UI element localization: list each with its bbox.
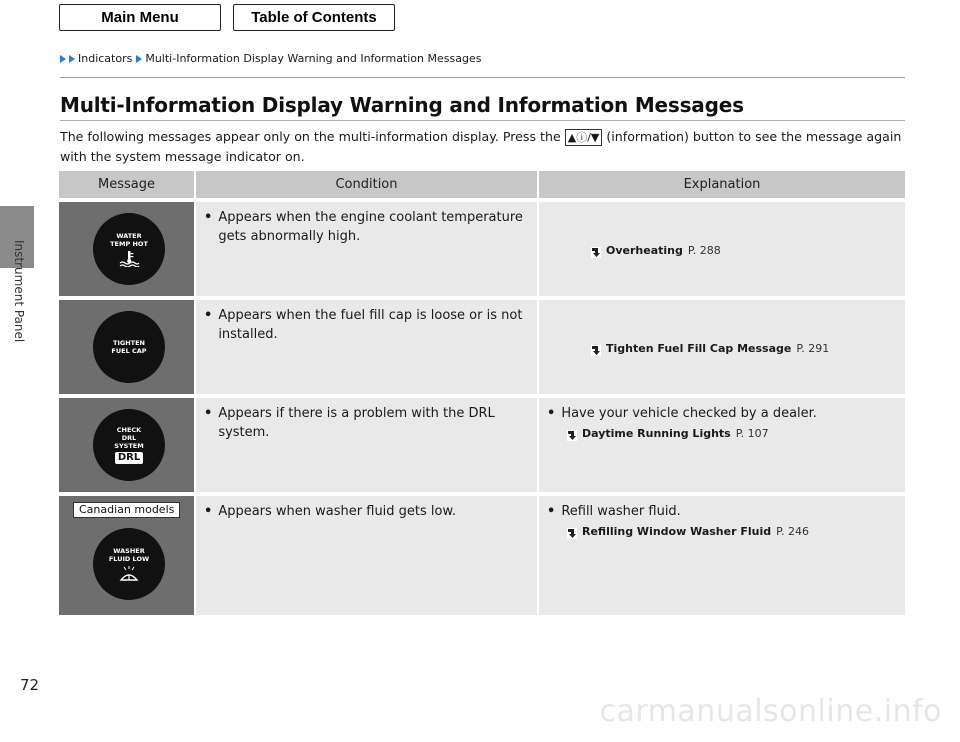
condition-text: Appears when the engine coolant temperature gets abnormally high. xyxy=(218,210,523,244)
breadcrumb-link-indicators[interactable]: Indicators xyxy=(78,52,133,65)
explanation-cell xyxy=(539,398,905,492)
display-message-text: TIGHTEN FUEL CAP xyxy=(111,339,147,355)
explanation-text: Have your vehicle checked by a dealer. xyxy=(561,406,817,421)
breadcrumb xyxy=(60,52,481,65)
reference-arrow-icon xyxy=(591,343,601,354)
condition-cell xyxy=(196,202,539,296)
reference-arrow-icon xyxy=(567,428,577,439)
intro-text-before: The following messages appear only on the multi-information display. Press the xyxy=(60,129,561,144)
table-row xyxy=(59,202,905,296)
reference-label: Daytime Running Lights xyxy=(582,427,731,440)
header-divider xyxy=(60,77,905,78)
coolant-temperature-icon xyxy=(118,251,140,267)
bullet-icon: • xyxy=(547,504,556,519)
intro-paragraph xyxy=(60,127,910,167)
breadcrumb-arrow-icon xyxy=(60,55,66,63)
message-image-cell xyxy=(59,398,196,492)
condition-cell xyxy=(196,398,539,492)
breadcrumb-arrow-icon xyxy=(136,55,142,63)
reference-label: Overheating xyxy=(606,244,683,257)
reference-page: P. 107 xyxy=(735,427,769,440)
bullet-icon: • xyxy=(204,406,213,421)
reference-page: P. 291 xyxy=(796,342,830,355)
header-message: Message xyxy=(59,171,196,198)
display-message-screen xyxy=(93,311,165,383)
page-reference[interactable] xyxy=(567,522,895,541)
message-table xyxy=(59,167,905,619)
title-divider xyxy=(60,120,905,121)
page-title: Multi-Information Display Warning and Information Messages xyxy=(60,93,744,117)
drl-indicator-icon: DRL xyxy=(115,452,143,464)
page-reference[interactable] xyxy=(567,424,895,443)
table-header-row xyxy=(59,171,905,198)
explanation-text: Refill washer fluid. xyxy=(561,504,681,519)
message-image-cell xyxy=(59,300,196,394)
breadcrumb-arrow-icon xyxy=(69,55,75,63)
condition-text: Appears when the fuel fill cap is loose or is not installed. xyxy=(218,308,523,342)
information-button-icon: ▲ⓘ/▼ xyxy=(565,129,603,146)
explanation-cell xyxy=(539,300,905,394)
display-message-text: WATER TEMP HOT xyxy=(110,231,148,248)
table-row xyxy=(59,398,905,492)
display-message-screen xyxy=(93,528,165,600)
bullet-icon: • xyxy=(204,308,213,323)
condition-text: Appears when washer fluid gets low. xyxy=(218,504,457,519)
table-row xyxy=(59,496,905,615)
explanation-cell xyxy=(539,202,905,296)
intro-text-after: (information) button to see the message again with the system message indicator on. xyxy=(60,129,902,164)
message-image-cell xyxy=(59,496,196,615)
condition-text: Appears if there is a problem with the DRL system. xyxy=(218,406,495,440)
table-row xyxy=(59,300,905,394)
condition-cell xyxy=(196,300,539,394)
condition-cell xyxy=(196,496,539,615)
page-number: 72 xyxy=(20,676,40,694)
display-message-screen xyxy=(93,213,165,285)
reference-label: Refilling Window Washer Fluid xyxy=(582,525,772,538)
reference-arrow-icon xyxy=(567,526,577,537)
bullet-icon: • xyxy=(204,504,213,519)
breadcrumb-current: Multi-Information Display Warning and Information Messages xyxy=(145,52,482,65)
explanation-cell xyxy=(539,496,905,615)
reference-label: Tighten Fuel Fill Cap Message xyxy=(606,342,792,355)
washer-fluid-icon xyxy=(118,566,140,582)
reference-page: P. 246 xyxy=(776,525,810,538)
page-reference[interactable] xyxy=(591,241,895,260)
section-label: Instrument Panel xyxy=(12,240,26,343)
watermark: carmanualsonline.info xyxy=(599,694,942,729)
bullet-icon: • xyxy=(547,406,556,421)
main-menu-button[interactable]: Main Menu xyxy=(59,4,221,31)
display-message-screen xyxy=(93,409,165,481)
header-explanation: Explanation xyxy=(539,171,905,198)
bullet-icon: • xyxy=(204,210,213,225)
message-image-cell xyxy=(59,202,196,296)
page-reference[interactable] xyxy=(591,339,895,358)
table-of-contents-button[interactable]: Table of Contents xyxy=(233,4,395,31)
model-tag: Canadian models xyxy=(73,502,180,518)
display-message-text: CHECK DRL SYSTEM xyxy=(114,426,144,450)
reference-arrow-icon xyxy=(591,245,601,256)
display-message-text: WASHER FLUID LOW xyxy=(108,546,150,563)
header-condition: Condition xyxy=(196,171,539,198)
reference-page: P. 288 xyxy=(687,244,721,257)
